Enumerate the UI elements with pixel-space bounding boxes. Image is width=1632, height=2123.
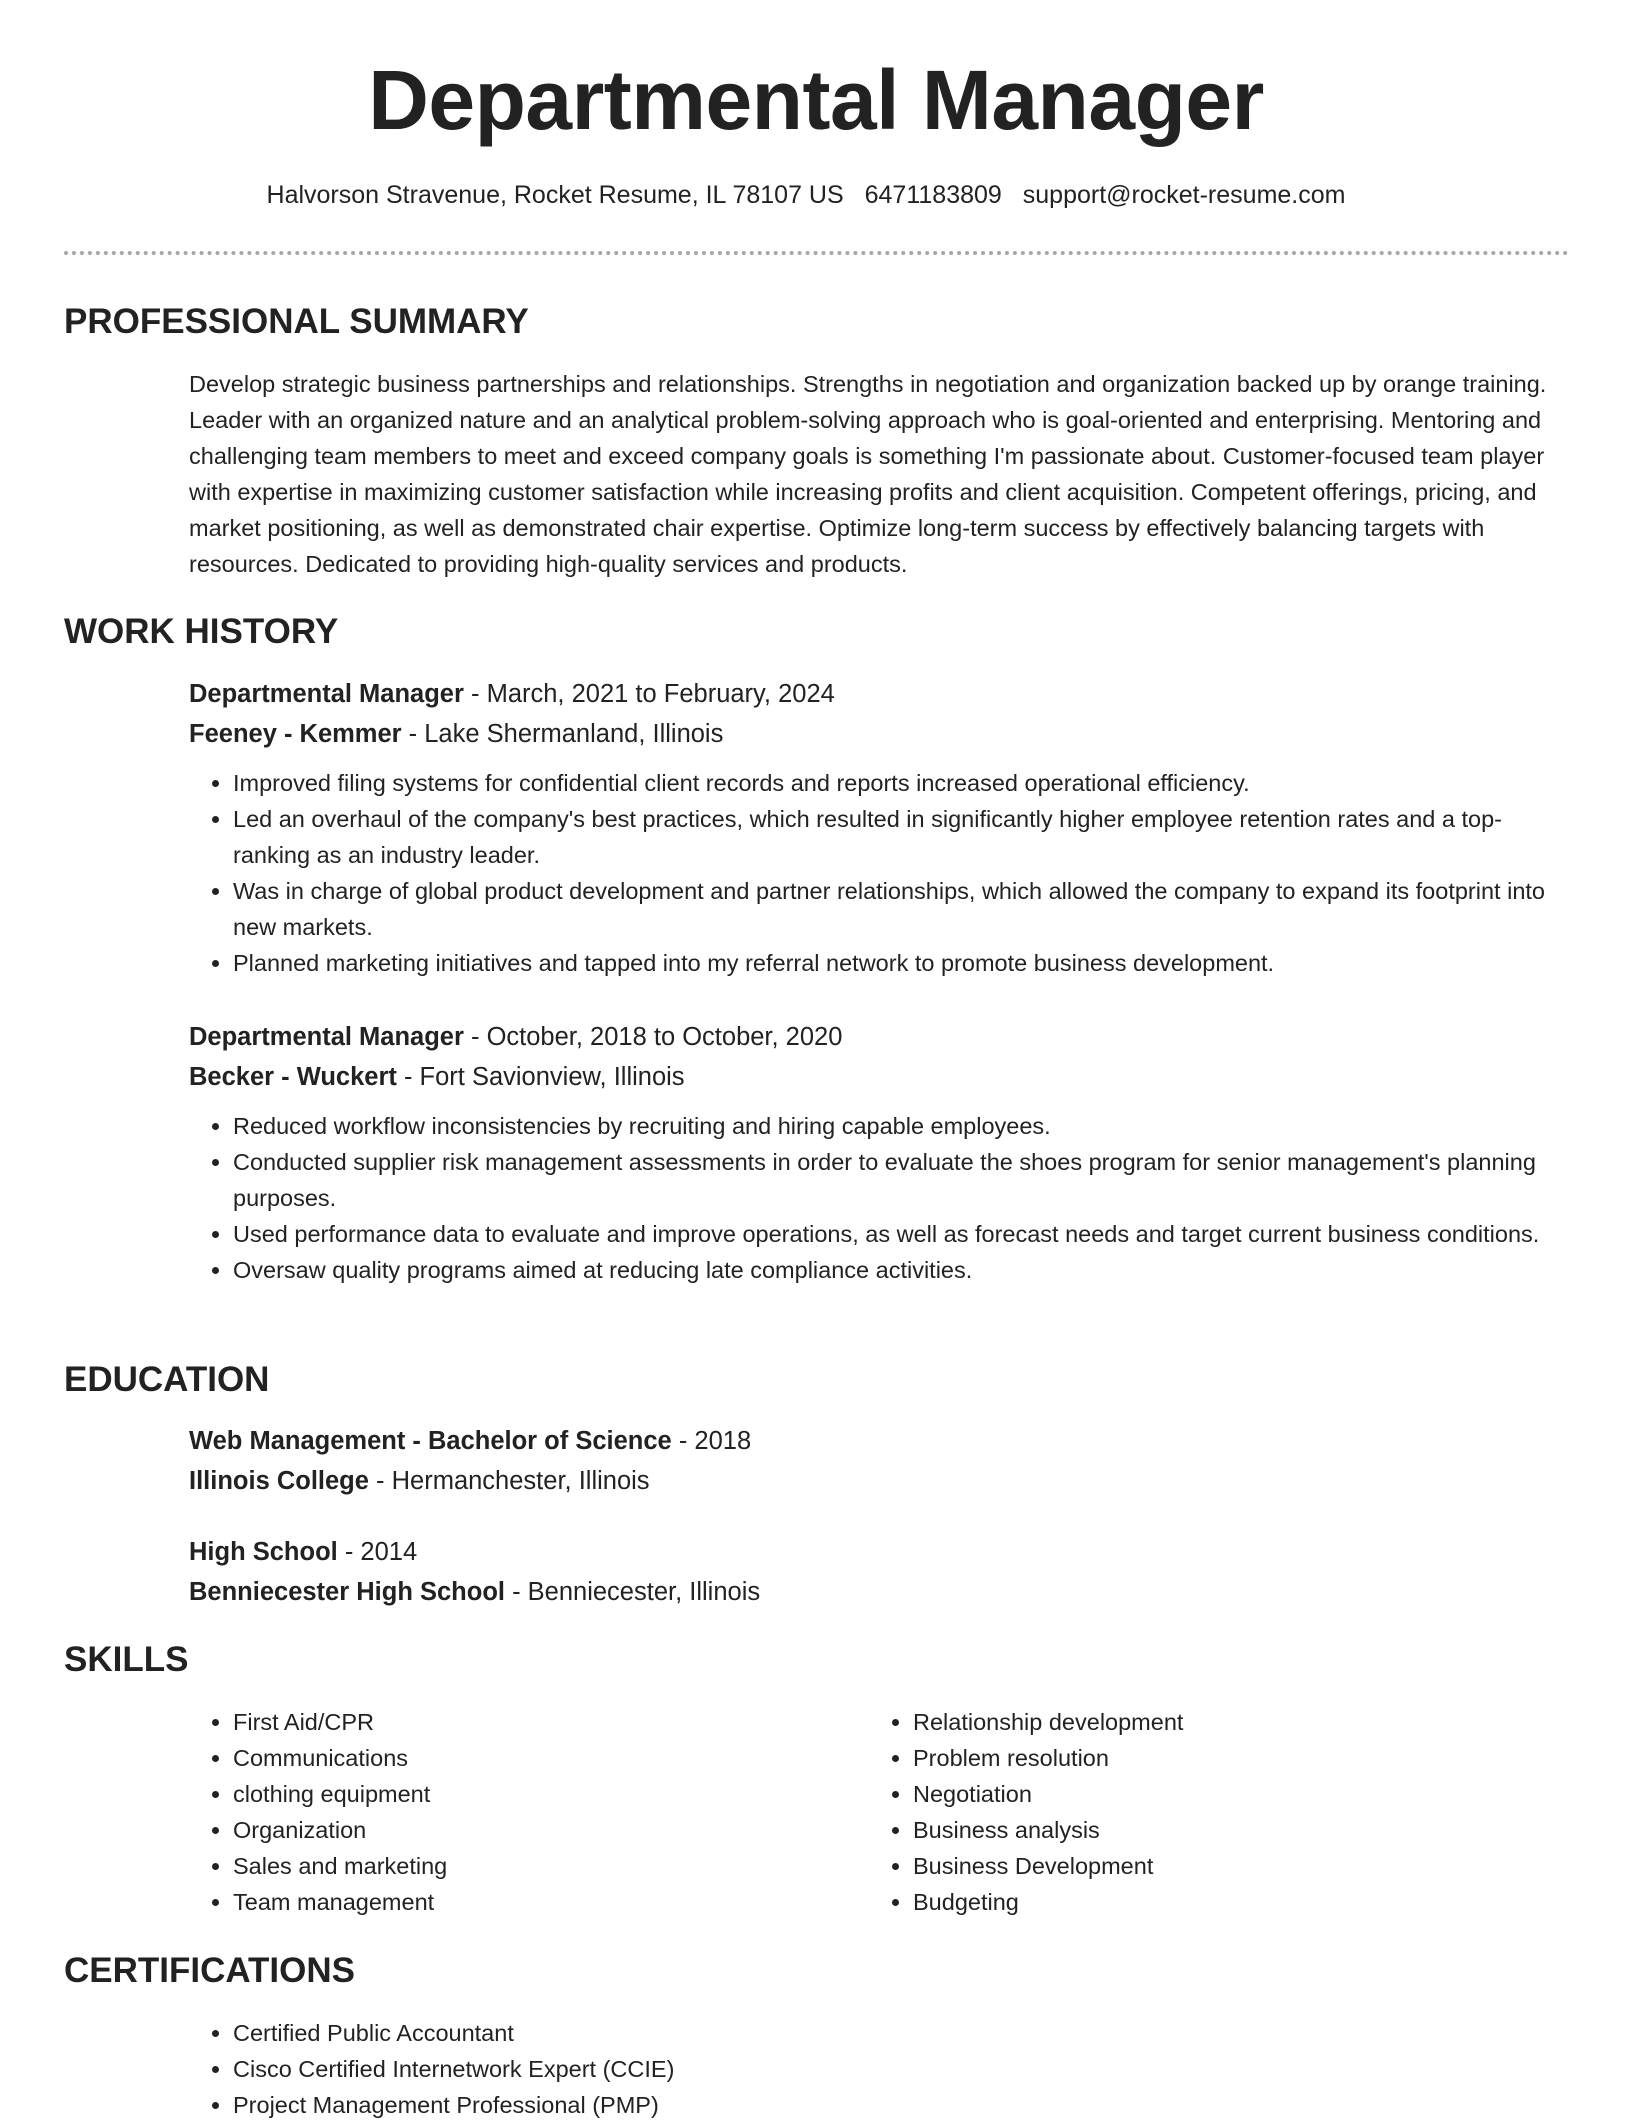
list-item: • Reduced workflow inconsistencies by recruiting and hiring capable employees. [233, 1108, 1571, 1144]
list-item: • Relationship development [913, 1704, 1513, 1740]
education-year: - 2018 [671, 1427, 752, 1455]
education-heading: EDUCATION [64, 1360, 270, 1399]
job-role: Departmental Manager [189, 680, 464, 708]
job-dates: - March, 2021 to February, 2024 [463, 680, 835, 708]
list-item: • Team management [233, 1884, 833, 1920]
skills-heading: SKILLS [64, 1640, 189, 1679]
list-item: • Business analysis [913, 1812, 1513, 1848]
work-history-heading: WORK HISTORY [64, 612, 339, 651]
list-item: • Cisco Certified Internetwork Expert (CCIE) [233, 2051, 1233, 2087]
summary-text: Develop strategic business partnerships and relationships. Strengths in negotiation and organization backed up by orange training. Leader with an organized nature and an analytical problem-solving approach who is goal-oriented and enterprising. Mentoring and challenging team members to meet and exceed company goals is something I'm passionate about. Customer-focused team player with expertise in maximizing customer satisfaction while increasing profits and client acquisition. Competent offerings, pricing, and market positioning, as well as demonstrated chair expertise. Optimize long-term success by effectively balancing targets with resources. Dedicated to providing high-quality services and products. [189, 371, 1547, 577]
education-entry [189, 1535, 1571, 1609]
list-item: • Certified Public Accountant [233, 2015, 1233, 2051]
list-item: • clothing equipment [233, 1776, 833, 1812]
education-degree-line [189, 1535, 1571, 1569]
education-school: Illinois College [189, 1467, 369, 1495]
education-school-line [189, 1575, 1571, 1609]
education-year: - 2014 [337, 1538, 418, 1566]
list-item: • Negotiation [913, 1776, 1513, 1812]
job-company: Feeney - Kemmer [189, 720, 402, 748]
education-degree: Web Management - Bachelor of Science [189, 1427, 672, 1455]
certifications-heading: CERTIFICATIONS [64, 1951, 356, 1990]
education-degree: High School [189, 1538, 338, 1566]
header-divider [64, 251, 1569, 255]
skills-list-right [869, 1704, 1513, 1920]
summary-heading: PROFESSIONAL SUMMARY [64, 302, 529, 341]
list-item: • Conducted supplier risk management assessments in order to evaluate the shoes program for senior management's planning purposes. [233, 1144, 1571, 1216]
job-company: Becker - Wuckert [189, 1063, 397, 1091]
list-item: • Sales and marketing [233, 1848, 833, 1884]
list-item: • Communications [233, 1740, 833, 1776]
list-item: • Budgeting [913, 1884, 1513, 1920]
contact-line [0, 181, 1612, 210]
job-dates: - October, 2018 to October, 2020 [463, 1023, 843, 1051]
job-company-line [189, 717, 1571, 751]
list-item: • Organization [233, 1812, 833, 1848]
job-role: Departmental Manager [189, 1023, 464, 1051]
job-title-line [189, 1020, 1571, 1054]
resume-name: Departmental Manager [368, 53, 1264, 147]
job-company-line [189, 1060, 1571, 1094]
list-item: • Problem resolution [913, 1740, 1513, 1776]
job-location: - Fort Savionview, Illinois [396, 1063, 685, 1091]
job-bullets [189, 765, 1571, 981]
education-school: Benniecester High School [189, 1578, 505, 1606]
phone-text: 6471183809 [864, 181, 1002, 209]
job-entry [189, 1020, 1571, 1288]
skills-list-left [189, 1704, 833, 1920]
list-item: • Oversaw quality programs aimed at reducing late compliance activities. [233, 1252, 1571, 1288]
job-entry [189, 677, 1571, 981]
job-bullets [189, 1108, 1571, 1288]
list-item: • Improved filing systems for confidential client records and reports increased operational efficiency. [233, 765, 1571, 801]
list-item: • Led an overhaul of the company's best practices, which resulted in significantly higher employee retention rates and a top-ranking as an industry leader. [233, 801, 1571, 873]
list-item: • First Aid/CPR [233, 1704, 833, 1740]
list-item: • Project Management Professional (PMP) [233, 2087, 1233, 2123]
job-location: - Lake Shermanland, Illinois [401, 720, 724, 748]
education-location: - Hermanchester, Illinois [368, 1467, 650, 1495]
address-text: Halvorson Stravenue, Rocket Resume, IL 78107 US [266, 181, 844, 209]
certifications-list [189, 2015, 1233, 2123]
education-location: - Benniecester, Illinois [505, 1578, 761, 1606]
email-text: support@rocket-resume.com [1022, 181, 1346, 209]
list-item: • Was in charge of global product development and partner relationships, which allowed the company to expand its footprint into new markets. [233, 873, 1571, 945]
job-title-line [189, 677, 1571, 711]
education-entry [189, 1424, 1571, 1498]
list-item: • Business Development [913, 1848, 1513, 1884]
list-item: • Planned marketing initiatives and tapped into my referral network to promote business development. [233, 945, 1571, 981]
education-school-line [189, 1464, 1571, 1498]
list-item: • Used performance data to evaluate and improve operations, as well as forecast needs and target current business conditions. [233, 1216, 1571, 1252]
education-degree-line [189, 1424, 1571, 1458]
